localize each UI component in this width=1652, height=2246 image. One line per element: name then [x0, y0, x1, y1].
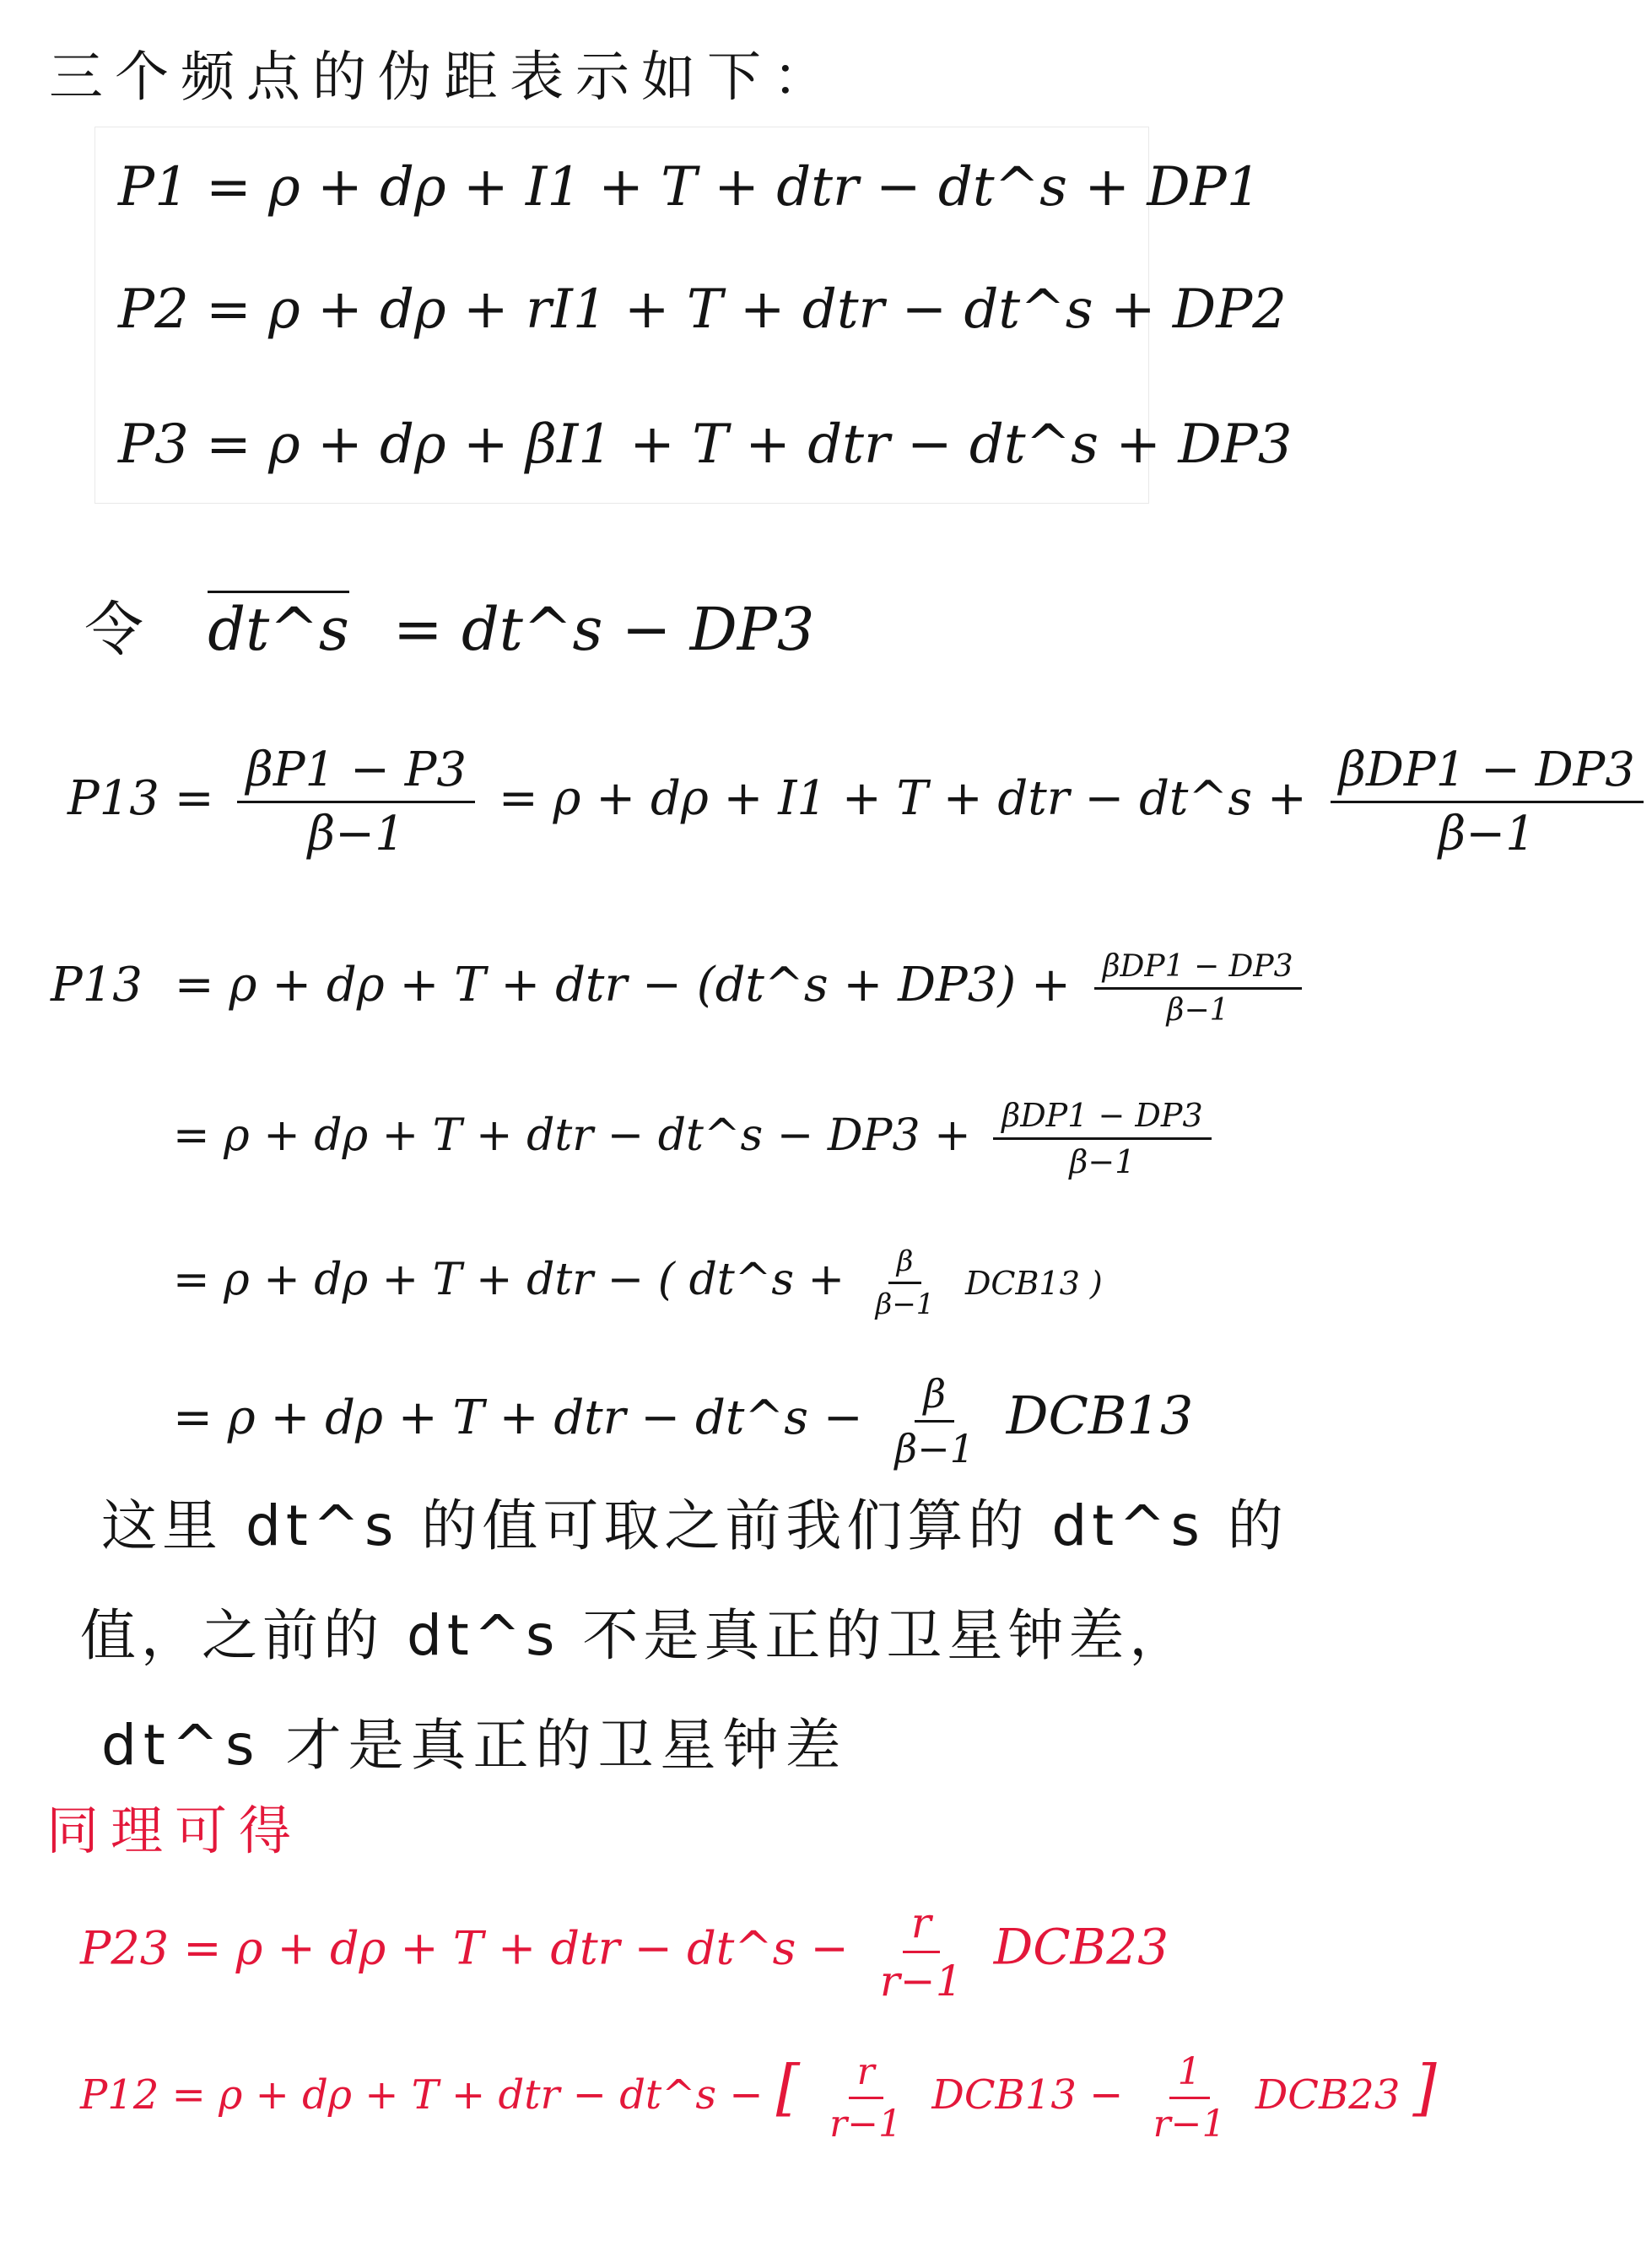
- p13-step3-fraction-numerator: β: [888, 1244, 922, 1284]
- p13-step1-fraction-numerator: βDP1 − DP3: [1094, 949, 1302, 990]
- p13-step2-fraction-numerator: βDP1 − DP3: [993, 1097, 1211, 1140]
- p13-step1-lhs: P13: [51, 958, 143, 1012]
- p12-tail: DCB23: [1255, 2071, 1401, 2119]
- p13-mid: = ρ + dρ + I1 + T + dtr − dt^s +: [498, 771, 1307, 826]
- p13-step1-fraction: [1094, 949, 1302, 1028]
- p13-fraction-numerator: βP1 − P3: [237, 742, 475, 803]
- p12-mid: DCB13 −: [931, 2071, 1124, 2119]
- p23-tail: DCB23: [993, 1918, 1169, 1976]
- p12-body: P12 = ρ + dρ + T + dtr − dt^s −: [80, 2071, 764, 2119]
- p13-step4-fraction-numerator: β: [915, 1371, 954, 1423]
- p13-step2-fraction: [993, 1097, 1211, 1180]
- p13-fraction2-denominator: β−1: [1438, 807, 1536, 861]
- explanation-line-3: dt^s 才是真正的卫星钟差: [101, 1713, 848, 1778]
- p13-step4-tail: DCB13: [1006, 1385, 1194, 1446]
- p23-fraction-denominator: r−1: [879, 1957, 963, 2006]
- let-rhs: = dt^s − DP3: [393, 595, 815, 664]
- p13-step3: [173, 1244, 1103, 1321]
- p12-fraction2-numerator: 1: [1169, 2050, 1210, 2099]
- p13-step4-fraction-denominator: β−1: [894, 1426, 974, 1471]
- explanation-line-1: 这里 dt^s 的值可取之前我们算的 dt^s 的: [101, 1493, 1288, 1558]
- let-prefix: 令: [84, 595, 155, 664]
- p23-body: P23 = ρ + dρ + T + dtr − dt^s −: [80, 1921, 849, 1975]
- p13-fraction2: [1331, 742, 1644, 861]
- p13-step4-body: = ρ + dρ + T + dtr − dt^s −: [173, 1390, 863, 1445]
- p13-step1: [51, 949, 1310, 1028]
- heading: 三个频点的伪距表示如下：: [49, 46, 839, 109]
- explanation-line-2: 值，之前的 dt^s 不是真正的卫星钟差，: [80, 1603, 1190, 1668]
- p12-fraction1-denominator: r−1: [829, 2103, 903, 2146]
- p13-fraction: [237, 742, 475, 861]
- p13-step3-tail: DCB13 ): [964, 1265, 1103, 1302]
- p13-step2-fraction-denominator: β−1: [1069, 1143, 1136, 1180]
- p13-step4-fraction: [887, 1371, 983, 1471]
- p12-fraction1: [821, 2050, 910, 2146]
- dts-overline: dt^s: [208, 591, 349, 664]
- equation-p2: P2 = ρ + dρ + rI1 + T + dtr − dt^s + DP2: [118, 278, 1287, 341]
- p23-equation: [80, 1898, 1169, 2006]
- p13-step1-fraction-denominator: β−1: [1166, 993, 1229, 1028]
- p13-definition: [67, 742, 1652, 861]
- p13-step2-body: = ρ + dρ + T + dtr − dt^s − DP3 +: [173, 1110, 971, 1161]
- p12-fraction1-numerator: r: [849, 2050, 883, 2099]
- p12-close-bracket: ]: [1412, 2052, 1437, 2123]
- p13-fraction2-numerator: βDP1 − DP3: [1331, 742, 1644, 803]
- p23-fraction-numerator: r: [903, 1898, 940, 1953]
- p13-step3-body: = ρ + dρ + T + dtr − ( dt^s +: [173, 1255, 845, 1305]
- let-definition: [84, 582, 814, 667]
- p13-step2: [173, 1097, 1220, 1180]
- p13-lhs: P13 =: [67, 771, 214, 826]
- equation-p1: P1 = ρ + dρ + I1 + T + dtr − dt^s + DP1: [118, 156, 1261, 219]
- p13-fraction-denominator: β−1: [307, 807, 405, 861]
- p12-open-bracket: [: [775, 2052, 800, 2123]
- p13-step3-fraction-denominator: β−1: [875, 1288, 935, 1321]
- p13-step4: [173, 1371, 1193, 1471]
- p13-step3-fraction: [867, 1244, 943, 1321]
- p12-fraction2-denominator: r−1: [1153, 2103, 1226, 2146]
- p13-step1-body: = ρ + dρ + T + dtr − (dt^s + DP3) +: [174, 958, 1071, 1012]
- similarly-heading: 同理可得: [46, 1800, 304, 1861]
- equation-p3: P3 = ρ + dρ + βI1 + T + dtr − dt^s + DP3: [118, 413, 1293, 476]
- p12-fraction2: [1145, 2050, 1234, 2146]
- p12-equation: [80, 2050, 1437, 2146]
- p23-fraction: [872, 1898, 971, 2006]
